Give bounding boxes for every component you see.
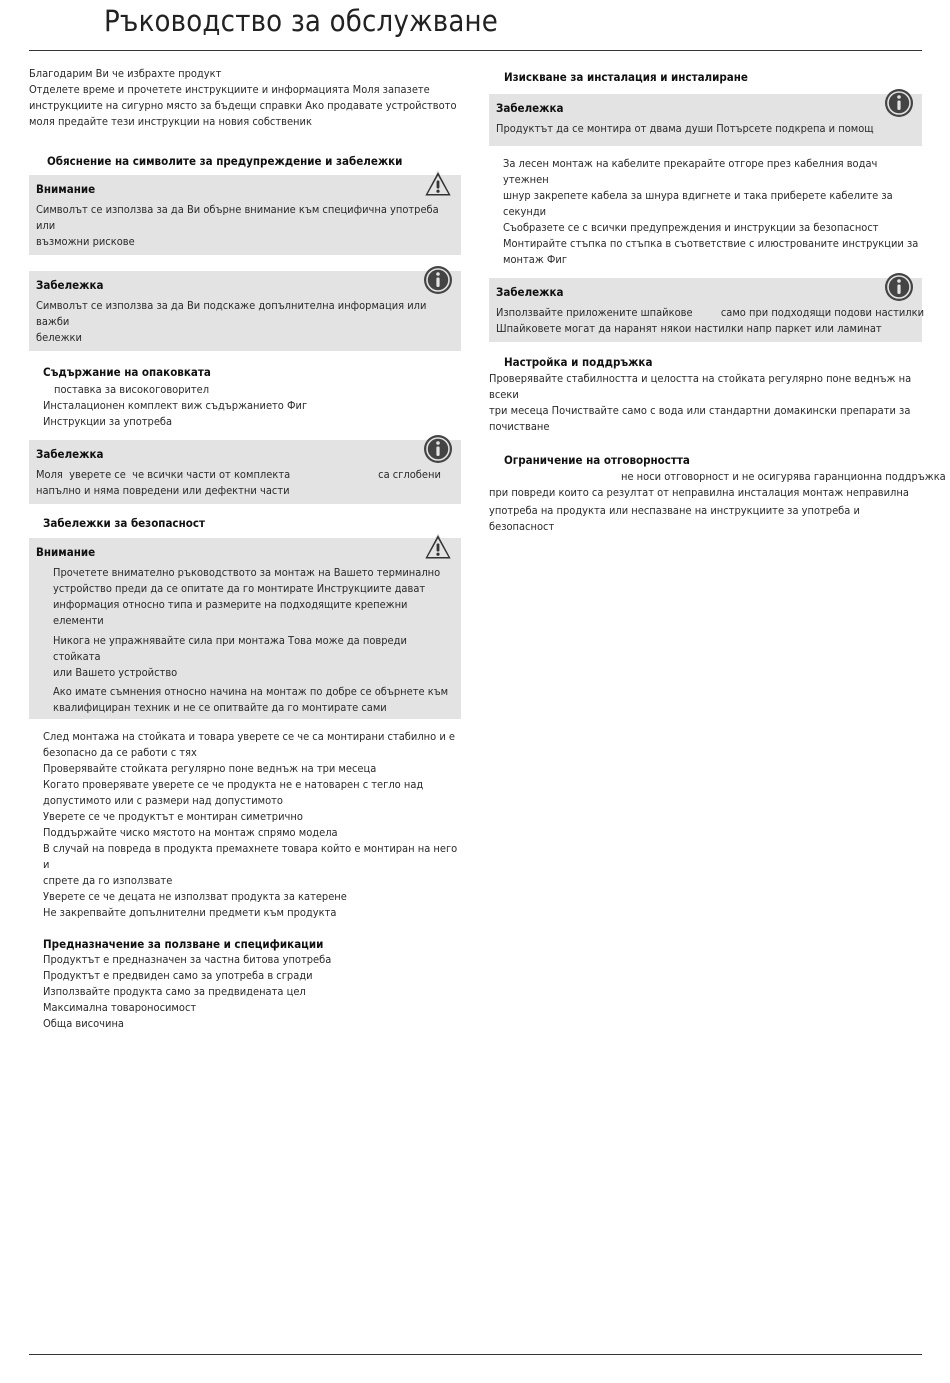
warning-symbol-box bbox=[29, 175, 461, 255]
package-heading: Съдържание на опаковката bbox=[43, 365, 211, 379]
safety-warning-box bbox=[29, 538, 461, 719]
package-note-box bbox=[29, 440, 461, 504]
info-icon bbox=[884, 88, 914, 118]
dowel-note-box bbox=[489, 278, 925, 342]
list-item: Продуктът е предвиден само за употреба в сгради bbox=[43, 969, 313, 982]
note-label: Забележка bbox=[496, 285, 564, 299]
maintenance-heading: Настройка и поддръжка bbox=[504, 355, 653, 369]
list-item: Инструкции за употреба bbox=[43, 415, 173, 428]
safety-list bbox=[29, 729, 461, 921]
list-item: Продуктът е предназначен за частна битова употреба bbox=[43, 953, 332, 966]
install-list bbox=[489, 156, 922, 268]
warning-triangle-icon bbox=[423, 532, 453, 562]
liability-heading: Ограничение на отговорността bbox=[504, 453, 690, 467]
list-item: Максимална товароносимост bbox=[43, 1001, 197, 1014]
intro bbox=[29, 66, 461, 130]
page-title: Ръководство за обслужване bbox=[104, 4, 499, 38]
list-item: Проверявайте стойката регулярно поне веднъж на три месеца bbox=[43, 762, 377, 775]
info-icon bbox=[423, 265, 453, 295]
note-symbol-text: Символът се използва за да Ви подскаже допълнителна информация или важби bbox=[36, 299, 427, 328]
maintenance-text bbox=[489, 371, 922, 435]
bottom-rule bbox=[29, 1354, 922, 1355]
paragraph-line: не носи отговорност и не осигурява гаранционна поддръжка bbox=[489, 470, 946, 483]
list-item: Уверете се че децата не използват продукта за катерене bbox=[43, 890, 347, 903]
note-label: Забележка bbox=[36, 447, 104, 461]
note-symbol-box bbox=[29, 271, 461, 351]
list-item: Инсталационен комплект виж съдържанието Фиг bbox=[43, 399, 308, 412]
list-item: Използвайте продукта само за предвидената цел bbox=[43, 985, 306, 998]
note-label: Забележка bbox=[36, 278, 104, 292]
dowel-note-text: Използвайте приложените шпайкове само при подходящи подови настилки bbox=[496, 306, 925, 319]
intro-line: Отделете време и прочетете инструкциите и информацията Моля запазете bbox=[29, 83, 430, 96]
list-item: безопасно да се работи с тях bbox=[43, 746, 197, 759]
info-icon bbox=[423, 434, 453, 464]
safety-warning-text: Ако имате съмнения относно начина на монтаж по добре се обърнете към bbox=[53, 685, 449, 698]
package-list bbox=[29, 382, 461, 430]
note-label: Забележка bbox=[496, 101, 564, 115]
paragraph-line: три месеца Почиствайте само с вода или стандартни домакински препарати за bbox=[489, 404, 911, 417]
intro-line: инструкциите на сигурно място за бъдещи справки Ако продавате устройството bbox=[29, 99, 457, 112]
list-item: Обща височина bbox=[43, 1017, 124, 1030]
list-item: Уверете се че продуктът е монтиран симетрично bbox=[43, 810, 303, 823]
symbols-heading: Обяснение на символите за предупреждение и забележки bbox=[47, 154, 403, 168]
warning-symbol-text: Символът се използва за да Ви обърне внимание към специфична употреба или bbox=[36, 203, 439, 232]
purpose-heading: Предназначение за ползване и спецификации bbox=[43, 937, 324, 951]
safety-warning-text: Никога не упражнявайте сила при монтажа Това може да повреди стойката bbox=[53, 634, 407, 663]
list-item: спрете да го използвате bbox=[43, 874, 173, 887]
safety-heading: Забележки за безопасност bbox=[43, 516, 205, 530]
list-item: Когато проверявате уверете се че продукта не е натоварен с тегло над bbox=[43, 778, 424, 791]
list-item: За лесен монтаж на кабелите прекарайте отгоре през кабелния водач утежнен bbox=[503, 157, 878, 186]
package-note-text: напълно и няма повредени или дефектни части bbox=[36, 484, 290, 497]
warning-symbol-text: възможни рискове bbox=[36, 235, 135, 248]
list-item: Съобразете се с всички предупреждения и инструкции за безопасност bbox=[503, 221, 879, 234]
package-note-text: Моля уверете се че всички части от комплекта са сглобени bbox=[36, 468, 441, 481]
paragraph-line: при повреди които са резултат от неправилна инсталация монтаж неправилна bbox=[489, 486, 909, 499]
list-item: В случай на повреда в продукта премахнете товара който е монтиран на него и bbox=[43, 842, 458, 871]
safety-warning-text: квалифициран техник и не се опитвайте да го монтирате сами bbox=[53, 701, 387, 714]
list-item: шнур закрепете кабела за шнура вдигнете и така приберете кабелите за секунди bbox=[503, 189, 893, 218]
warning-label: Внимание bbox=[36, 545, 96, 559]
intro-line: Благодарим Ви че избрахте продукт bbox=[29, 67, 222, 80]
liability-text bbox=[489, 469, 946, 535]
safety-warning-text: или Вашето устройство bbox=[53, 666, 178, 679]
warning-triangle-icon bbox=[423, 169, 453, 199]
purpose-list bbox=[29, 952, 461, 1032]
list-item: Не закрепвайте допълнителни предмети към продукта bbox=[43, 906, 337, 919]
info-icon bbox=[884, 272, 914, 302]
list-item: След монтажа на стойката и товара уверете се че са монтирани стабилно и е bbox=[43, 730, 455, 743]
paragraph-line: Проверявайте стабилността и целостта на стойката регулярно поне веднъж на всеки bbox=[489, 372, 912, 401]
dowel-note-text: Шпайковете могат да наранят някои настилки напр паркет или ламинат bbox=[496, 322, 882, 335]
safety-warning-text: информация относно типа и размерите на подходящите крепежни елементи bbox=[53, 598, 408, 627]
list-item: Поддържайте чиско мястото на монтаж спрямо модела bbox=[43, 826, 338, 839]
right-column bbox=[489, 69, 946, 535]
list-item: Монтирайте стъпка по стъпка в съответствие с илюстрованите инструкции за bbox=[503, 237, 919, 250]
paragraph-line: почистване bbox=[489, 420, 550, 433]
safety-warning-text: устройство преди да се опитате да го монтирате Инструкциите дават bbox=[53, 582, 426, 595]
intro-line: моля предайте тези инструкции на новия собственик bbox=[29, 115, 312, 128]
warning-label: Внимание bbox=[36, 182, 96, 196]
list-item: поставка за високоговорител bbox=[54, 383, 210, 396]
install-note-text: Продуктът да се монтира от двама души Потърсете подкрепа и помощ bbox=[496, 122, 874, 135]
install-note-box bbox=[489, 94, 922, 146]
install-heading: Изискване за инсталация и инсталиране bbox=[504, 70, 748, 84]
list-item: допустимото или с размери над допустимото bbox=[43, 794, 283, 807]
note-symbol-text: бележки bbox=[36, 331, 82, 344]
top-rule bbox=[29, 50, 922, 51]
paragraph-line: употреба на продукта или неспазване на инструкциите за употреба и безопасност bbox=[489, 504, 860, 533]
safety-warning-text: Прочетете внимателно ръководството за монтаж на Вашето терминално bbox=[53, 566, 441, 579]
list-item: монтаж Фиг bbox=[503, 253, 568, 266]
left-column bbox=[29, 66, 461, 1032]
